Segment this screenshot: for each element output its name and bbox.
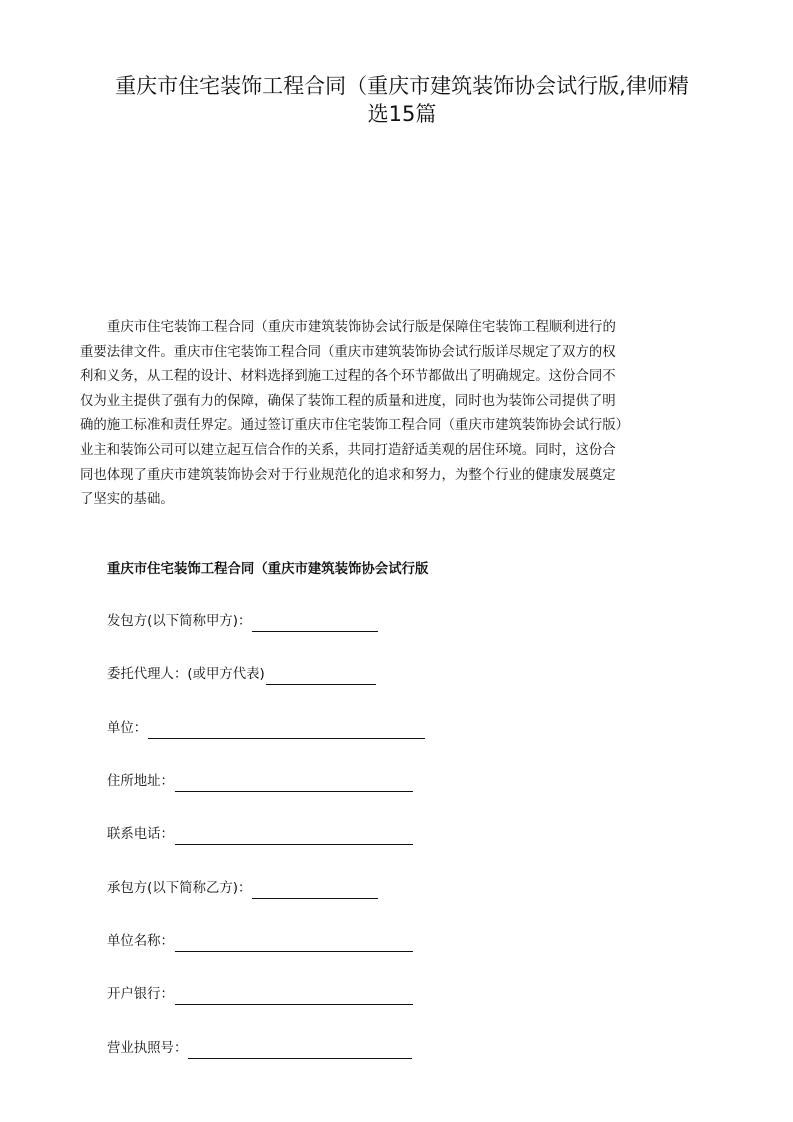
intro-line: 确的施工标准和责任界定。通过签订重庆市住宅装饰工程合同（重庆市建筑装饰协会试行版） — [80, 418, 630, 434]
phone-blank[interactable] — [175, 828, 413, 845]
unit-name-blank[interactable] — [175, 935, 413, 952]
bank-blank[interactable] — [175, 988, 413, 1005]
intro-line: 重要法律文件。重庆市住宅装饰工程合同（重庆市建筑装饰协会试行版详尽规定了双方的权 — [80, 344, 616, 360]
intro-line: 了坚实的基础。 — [80, 492, 174, 508]
unit-blank[interactable] — [148, 722, 425, 739]
title-line-2: 选15篇 — [367, 102, 437, 126]
party-b-label: 承包方(以下简称乙方)： — [107, 881, 252, 896]
party-a-blank[interactable] — [252, 615, 378, 632]
license-label: 营业执照号： — [107, 1041, 188, 1056]
party-a-field — [107, 612, 378, 632]
document-title — [76, 72, 728, 128]
intro-line: 业主和装饰公司可以建立起互信合作的关系，共同打造舒适美观的居住环境。同时，这份合 — [80, 442, 616, 458]
phone-field — [107, 825, 413, 845]
intro-line: 利和义务，从工程的设计、材料选择到施工过程的各个环节都做出了明确规定。这份合同不 — [80, 369, 616, 385]
address-field — [107, 772, 413, 792]
party-a-label: 发包方(以下简称甲方)： — [107, 614, 252, 629]
agent-blank[interactable] — [266, 668, 376, 685]
bank-field — [107, 985, 413, 1005]
intro-line: 重庆市住宅装饰工程合同（重庆市建筑装饰协会试行版是保障住宅装饰工程顺利进行的 — [107, 320, 616, 335]
phone-label: 联系电话： — [107, 827, 174, 842]
unit-field — [107, 719, 425, 739]
unit-label: 单位： — [107, 721, 148, 736]
unit-name-label: 单位名称： — [107, 934, 174, 949]
unit-name-field — [107, 932, 413, 952]
intro-paragraph — [80, 316, 728, 513]
address-blank[interactable] — [175, 775, 413, 792]
address-label: 住所地址： — [107, 774, 174, 789]
agent-field — [107, 665, 376, 685]
title-line-1: 重庆市住宅装饰工程合同（重庆市建筑装饰协会试行版,律师精 — [115, 74, 689, 98]
license-field — [107, 1039, 412, 1059]
intro-line: 仅为业主提供了强有力的保障，确保了装饰工程的质量和进度，同时也为装饰公司提供了明 — [80, 393, 616, 409]
intro-line: 同也体现了重庆市建筑装饰协会对于行业规范化的追求和努力，为整个行业的健康发展奠定 — [80, 467, 616, 483]
contract-heading: 重庆市住宅装饰工程合同（重庆市建筑装饰协会试行版 — [107, 562, 429, 577]
party-b-blank[interactable] — [252, 882, 378, 899]
agent-label: 委托代理人：(或甲方代表) — [107, 667, 265, 682]
bank-label: 开户银行： — [107, 987, 174, 1002]
license-blank[interactable] — [188, 1042, 412, 1059]
party-b-field — [107, 879, 378, 899]
